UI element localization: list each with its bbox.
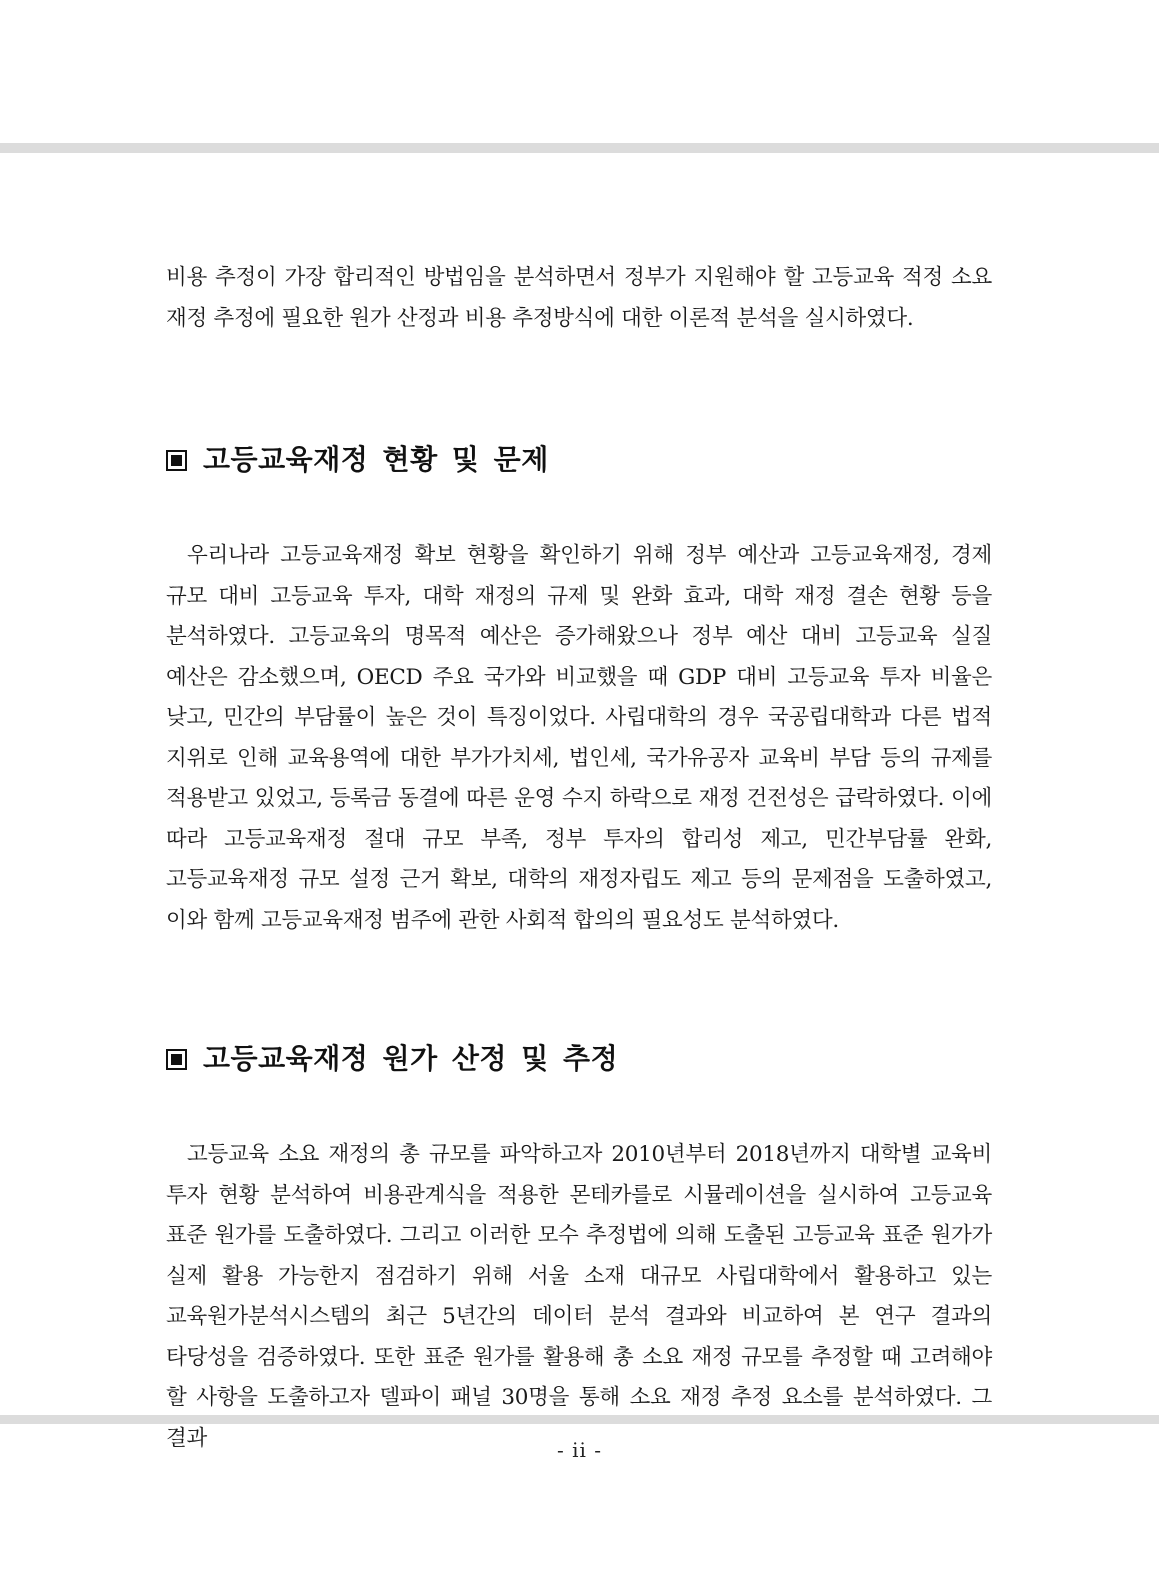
- section-body-cost: 고등교육 소요 재정의 총 규모를 파악하고자 2010년부터 2018년까지 대학별 교육비 투자 현황 분석하여 비용관계식을 적용한 몬테카를로 시뮬레이션을 실시하여 고등교육 표준 원가를 도출하였다. 그리고 이러한 모수 추정법에 의해 도출된 고등교육 표준 원가가 실제 활용 가능한지 점검하기 위해 서울 소재 대규모 사립대학에서 활용하고 있는 교육원가분석시스템의 최근 5년간의 데이터 분석 결과와 비교하여 본 연구 결과의 타당성을 검증하였다. 또한 표준 원가를 활용해 총 소요 재정 규모를 추정할 때 고려해야 할 사항을 도출하고자 델파이 패널 30명을 통해 소요 재정 추정 요소를 분석하였다. 그 결과: [166, 1142, 992, 1451]
- section-heading-status: [166, 440, 992, 480]
- section-heading-text: 고등교육재정 현황 및 문제: [203, 443, 549, 476]
- section-heading-cost: [166, 1039, 992, 1079]
- page-content: [166, 258, 992, 1459]
- square-bullet-icon: [166, 450, 187, 471]
- square-bullet-icon: [166, 1049, 187, 1070]
- section-body-status: 우리나라 고등교육재정 확보 현황을 확인하기 위해 정부 예산과 고등교육재정, 경제 규모 대비 고등교육 투자, 대학 재정의 규제 및 완화 효과, 대학 재정 결손 현황 등을 분석하였다. 고등교육의 명목적 예산은 증가해왔으나 정부 예산 대비 고등교육 실질 예산은 감소했으며, OECD 주요 국가와 비교했을 때 GDP 대비 고등교육 투자 비율은 낮고, 민간의 부담률이 높은 것이 특징이었다. 사립대학의 경우 국공립대학과 다른 법적 지위로 인해 교육용역에 대한 부가가치세, 법인세, 국가유공자 교육비 부담 등의 규제를 적용받고 있었고, 등록금 동결에 따른 운영 수지 하락으로 재정 건전성은 급락하였다. 이에 따라 고등교육재정 절대 규모 부족, 정부 투자의 합리성 제고, 민간부담률 완화, 고등교육재정 규모 설정 근거 확보, 대학의 재정자립도 제고 등의 문제점을 도출하였고, 이와 함께 고등교육재정 범주에 관한 사회적 합의의 필요성도 분석하였다.: [166, 543, 992, 933]
- page-number: - ii -: [556, 1438, 603, 1462]
- footer-rule: [0, 1415, 1159, 1424]
- section-cost: [166, 1039, 992, 1459]
- section-status: [166, 440, 992, 941]
- section-heading-text: 고등교육재정 원가 산정 및 추정: [203, 1042, 619, 1075]
- intro-paragraph: 비용 추정이 가장 합리적인 방법임을 분석하면서 정부가 지원해야 할 고등교육 적정 소요 재정 추정에 필요한 원가 산정과 비용 추정방식에 대한 이론적 분석을 실시하였다.: [166, 265, 992, 331]
- header-rule: [0, 143, 1159, 153]
